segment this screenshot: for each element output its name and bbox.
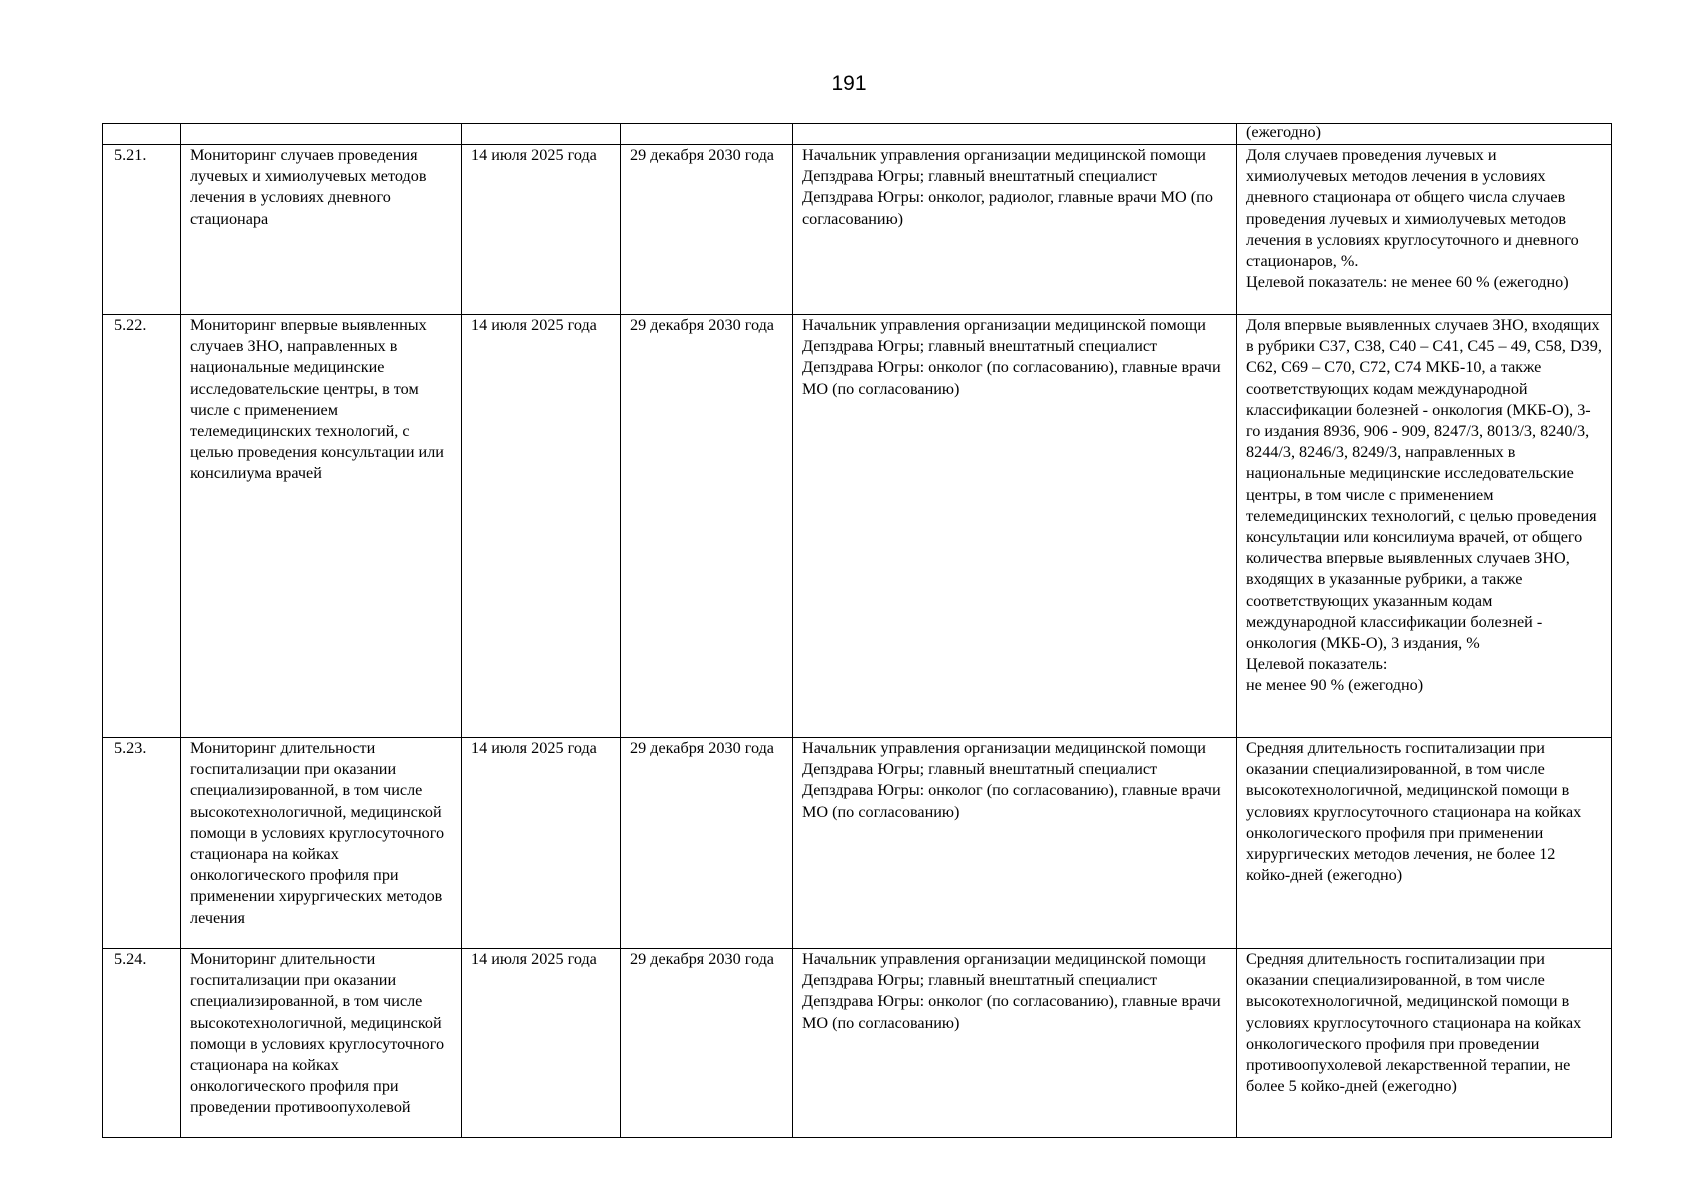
table-row bbox=[103, 315, 1612, 738]
cell-measure: Мониторинг длительности госпитализации при оказании специализированной, в том числе высокотехнологичной, медицинской помощи в условиях круглосуточного стационара на койках онкологического профиля при проведении противоопухолевой bbox=[181, 949, 462, 1138]
cell-measure: Мониторинг длительности госпитализации при оказании специализированной, в том числе высокотехнологичной, медицинской помощи в условиях круглосуточного стационара на койках онкологического профиля при применении хирургических методов лечения bbox=[181, 738, 462, 949]
cell-number bbox=[103, 124, 181, 145]
cell-start-date: 14 июля 2025 года bbox=[462, 145, 621, 315]
cell-responsible: Начальник управления организации медицинской помощи Депздрава Югры; главный внештатный специалист Депздрава Югры: онколог (по согласованию), главные врачи МО (по согласованию) bbox=[793, 949, 1237, 1138]
cell-responsible bbox=[793, 124, 1237, 145]
cell-end-date bbox=[621, 124, 793, 145]
cell-indicator: Средняя длительность госпитализации при оказании специализированной, в том числе высокотехнологичной, медицинской помощи в условиях круглосуточного стационара на койках онкологического профиля при проведении противоопухолевой лекарственной терапии, не более 5 койко-дней (ежегодно) bbox=[1237, 949, 1612, 1138]
measures-table bbox=[102, 123, 1612, 1138]
cell-end-date: 29 декабря 2030 года bbox=[621, 738, 793, 949]
cell-indicator: (ежегодно) bbox=[1237, 124, 1612, 145]
table-row bbox=[103, 949, 1612, 1138]
cell-start-date: 14 июля 2025 года bbox=[462, 738, 621, 949]
cell-indicator: Доля случаев проведения лучевых и химиолучевых методов лечения в условиях дневного стационара от общего числа случаев проведения лучевых и химиолучевых методов лечения в условиях круглосуточного и дневного стационаров, %. Целевой показатель: не менее 60 % (ежегодно) bbox=[1237, 145, 1612, 315]
cell-responsible: Начальник управления организации медицинской помощи Депздрава Югры; главный внештатный специалист Депздрава Югры: онколог (по согласованию), главные врачи МО (по согласованию) bbox=[793, 738, 1237, 949]
cell-end-date: 29 декабря 2030 года bbox=[621, 315, 793, 738]
cell-number: 5.22. bbox=[103, 315, 181, 738]
cell-end-date: 29 декабря 2030 года bbox=[621, 949, 793, 1138]
cell-start-date: 14 июля 2025 года bbox=[462, 315, 621, 738]
cell-responsible: Начальник управления организации медицинской помощи Депздрава Югры; главный внештатный специалист Депздрава Югры: онколог (по согласованию), главные врачи МО (по согласованию) bbox=[793, 315, 1237, 738]
cell-number: 5.24. bbox=[103, 949, 181, 1138]
page-number: 191 bbox=[831, 72, 867, 95]
cell-number: 5.23. bbox=[103, 738, 181, 949]
cell-measure: Мониторинг впервые выявленных случаев ЗНО, направленных в национальные медицинские исследовательские центры, в том числе с применением телемедицинских технологий, с целью проведения консультации или консилиума врачей bbox=[181, 315, 462, 738]
cell-start-date: 14 июля 2025 года bbox=[462, 949, 621, 1138]
cell-number: 5.21. bbox=[103, 145, 181, 315]
cell-start-date bbox=[462, 124, 621, 145]
cell-measure bbox=[181, 124, 462, 145]
cell-indicator: Средняя длительность госпитализации при оказании специализированной, в том числе высокотехнологичной, медицинской помощи в условиях круглосуточного стационара на койках онкологического профиля при применении хирургических методов лечения, не более 12 койко-дней (ежегодно) bbox=[1237, 738, 1612, 949]
cell-measure: Мониторинг случаев проведения лучевых и химиолучевых методов лечения в условиях дневного стационара bbox=[181, 145, 462, 315]
cell-responsible: Начальник управления организации медицинской помощи Депздрава Югры; главный внештатный специалист Депздрава Югры: онколог, радиолог, главные врачи МО (по согласованию) bbox=[793, 145, 1237, 315]
cell-end-date: 29 декабря 2030 года bbox=[621, 145, 793, 315]
cell-indicator: Доля впервые выявленных случаев ЗНО, входящих в рубрики С37, С38, С40 – С41, С45 – 49, С58, D39, С62, С69 – С70, С72, С74 МКБ-10, а также соответствующих кодам международной классификации болезней - онкология (МКБ-О), 3-го издания 8936, 906 - 909, 8247/3, 8013/3, 8240/3, 8244/3, 8246/3, 8249/3, направленных в национальные медицинские исследовательские центры, в том числе с применением телемедицинских технологий, с целью проведения консультации или консилиума врачей, от общего количества впервые выявленных случаев ЗНО, входящих в указанные рубрики, а также соответствующих указанным кодам международной классификации болезней - онкология (МКБ-О), 3 издания, % Целевой показатель: не менее 90 % (ежегодно) bbox=[1237, 315, 1612, 738]
table-row bbox=[103, 145, 1612, 315]
table-row-continuation bbox=[103, 124, 1612, 145]
table-row bbox=[103, 738, 1612, 949]
